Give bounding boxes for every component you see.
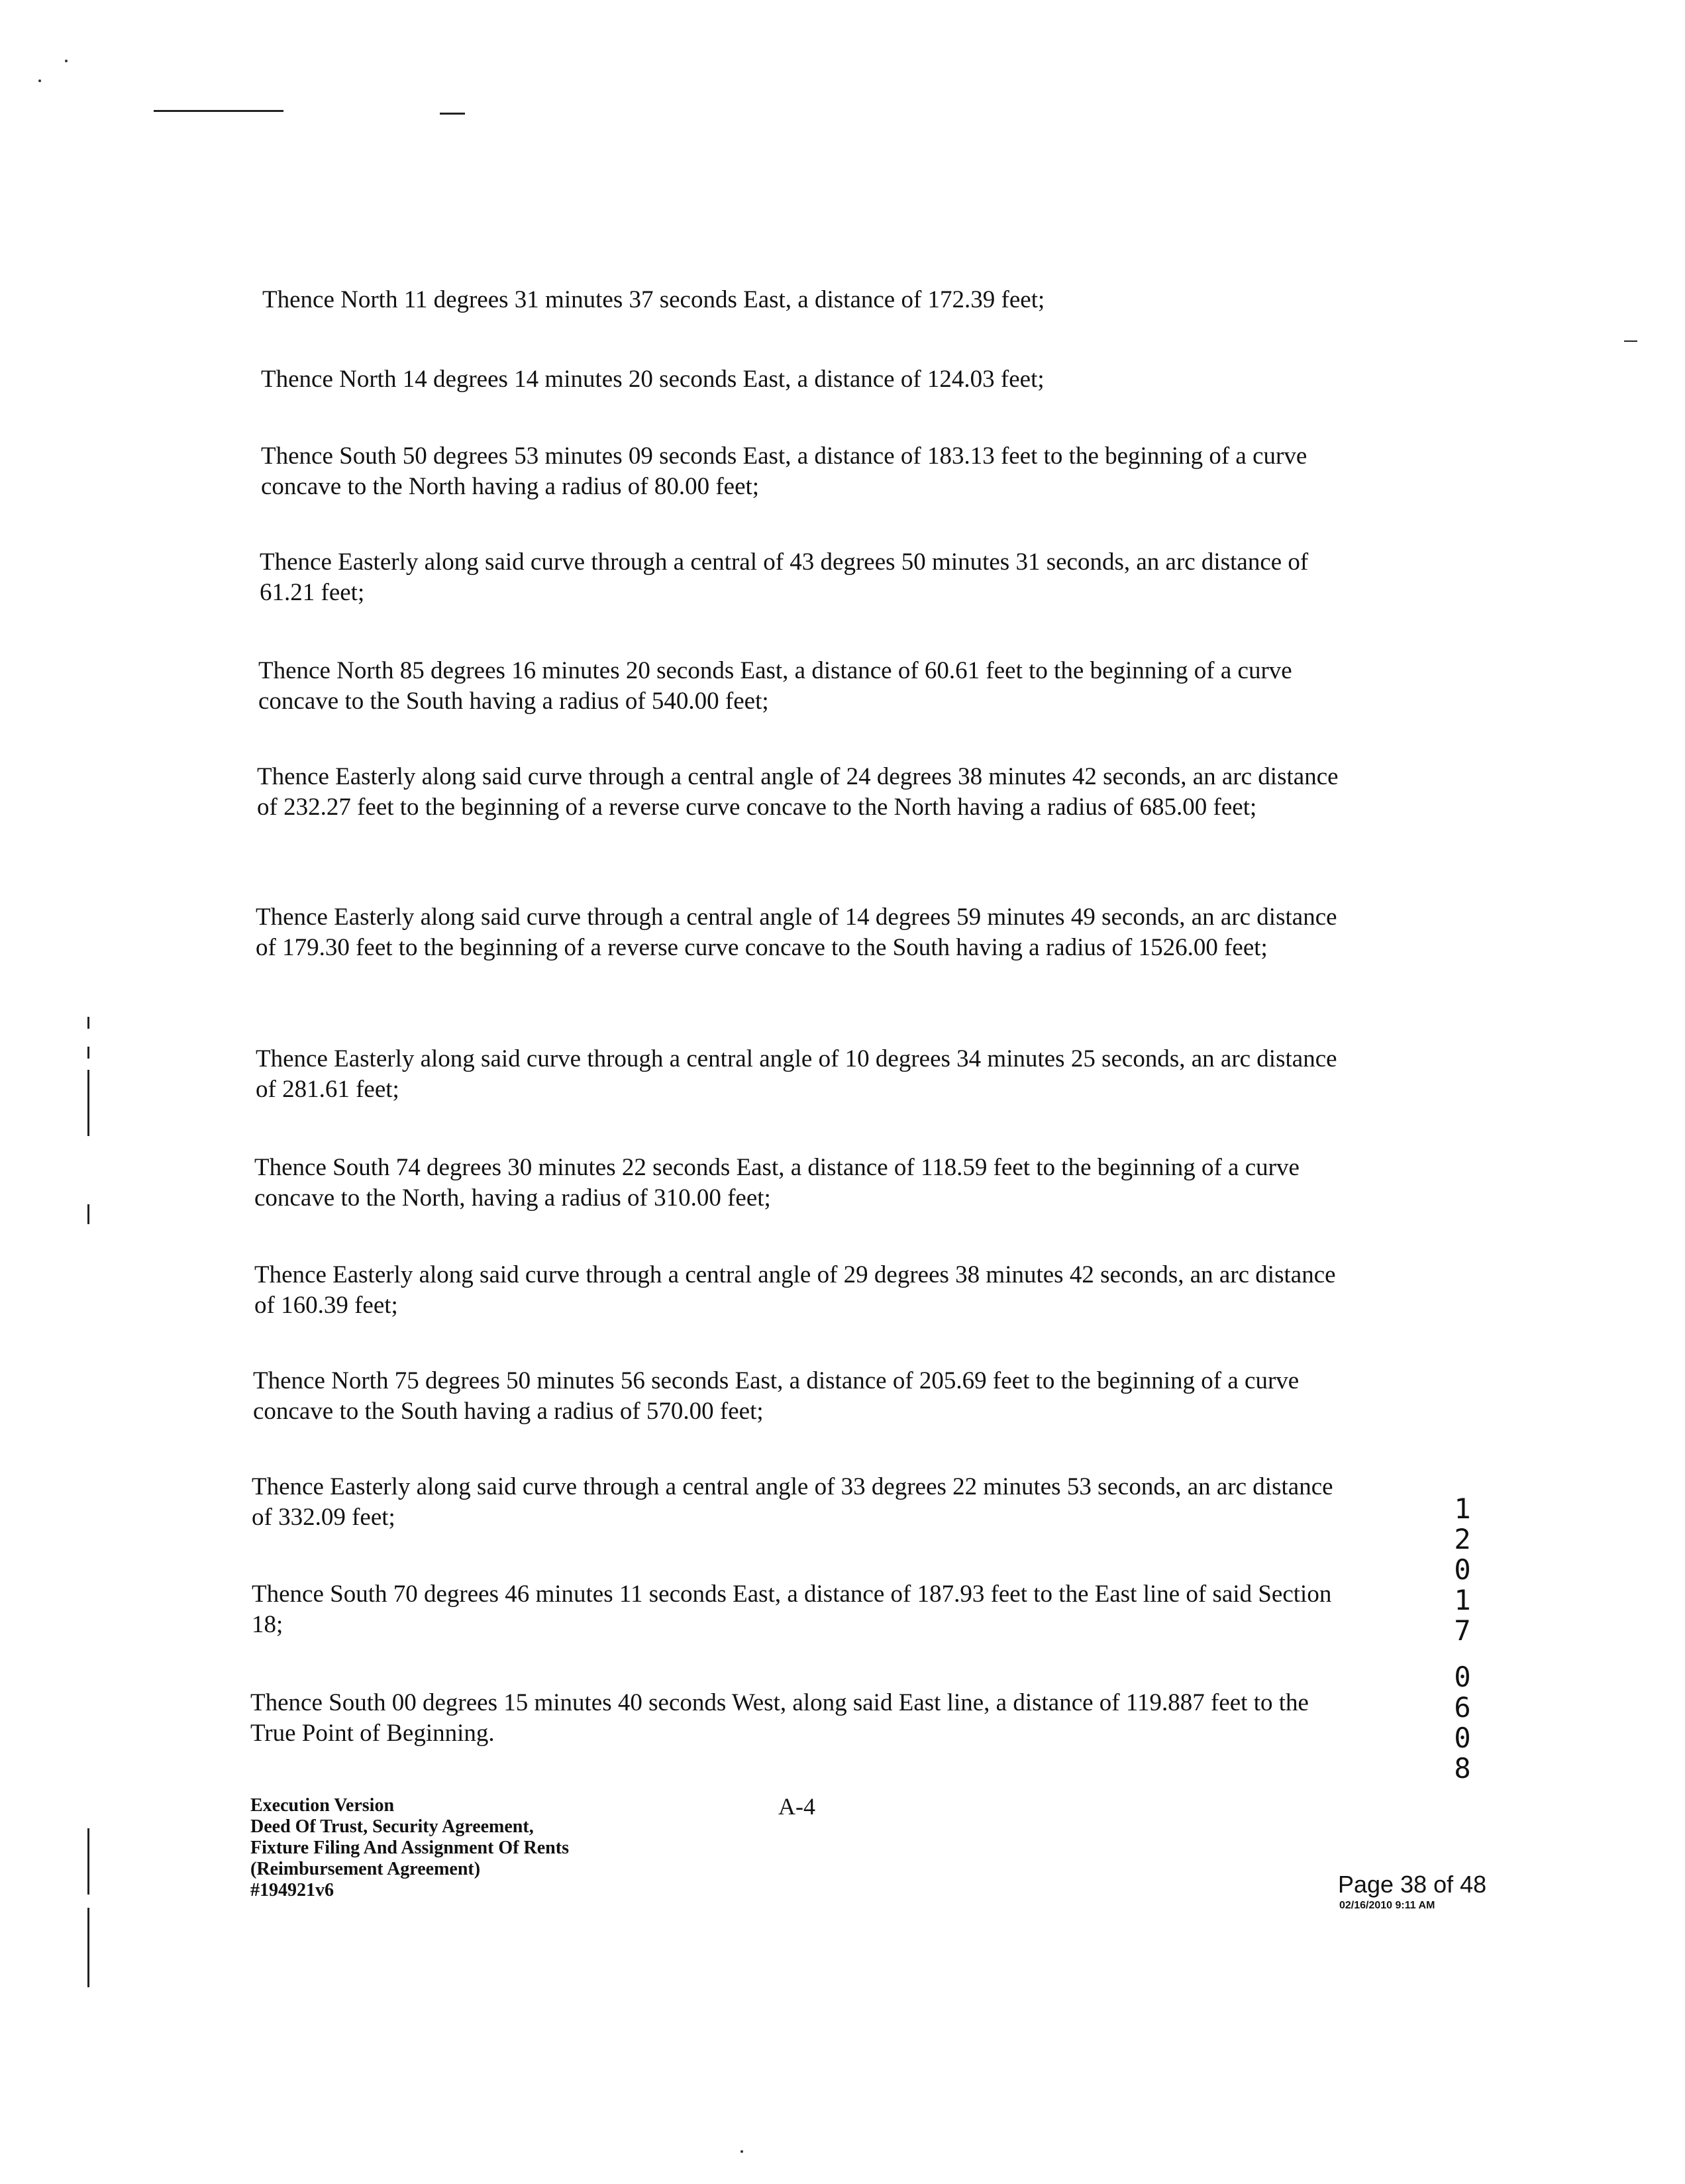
legal-paragraph: Thence North 75 degrees 50 minutes 56 seconds East, a distance of 205.69 feet to the beginning of a curve concave to the South having a radius of 570.00 feet; (253, 1367, 1300, 1425)
scan-speck (38, 79, 41, 82)
stamp-digit: 0 (1454, 1553, 1471, 1586)
legal-paragraph: Thence South 00 degrees 15 minutes 40 seconds West, along said East line, a distance of 119.887 feet to the True Point of Beginning. (250, 1689, 1309, 1747)
legal-paragraph: Thence Easterly along said curve through a central of 43 degrees 50 minutes 31 seconds, an arc distance of 61.21 feet; (260, 548, 1309, 606)
footer-version: Execution Version (250, 1795, 395, 1816)
recording-number-stamp (1443, 1494, 1482, 1784)
print-timestamp: 02/16/2010 9:11 AM (1339, 1900, 1435, 1911)
legal-paragraph: Thence Easterly along said curve through a central angle of 24 degrees 38 minutes 42 seconds, an arc distance of 232.27 feet to the beginning of a reverse curve concave to the North having a radius of 685.00 feet; (257, 763, 1339, 821)
stamp-digit: 6 (1454, 1691, 1471, 1724)
footer-doc-id: #194921v6 (250, 1880, 334, 1900)
header-rule-left (154, 110, 283, 112)
exhibit-page-number: A-4 (778, 1793, 815, 1820)
legal-paragraph: Thence North 85 degrees 16 minutes 20 seconds East, a distance of 60.61 feet to the beginning of a curve concave to the South having a radius of 540.00 feet; (258, 657, 1292, 715)
right-edge-mark (1624, 340, 1637, 342)
margin-mark (87, 1204, 89, 1224)
scan-speck (740, 2150, 743, 2153)
legal-paragraph: Thence Easterly along said curve through a central angle of 14 degrees 59 minutes 49 seconds, an arc distance of 179.30 feet to the beginning of a reverse curve concave to the South having a radius of 1526.00 feet; (256, 904, 1337, 961)
scan-speck (65, 60, 68, 62)
stamp-digit: 0 (1454, 1722, 1471, 1754)
legal-paragraph: Thence Easterly along said curve through a central angle of 10 degrees 34 minutes 25 seconds, an arc distance of 281.61 feet; (256, 1045, 1337, 1103)
stamp-digit: 1 (1454, 1492, 1471, 1525)
legal-paragraph: Thence South 50 degrees 53 minutes 09 seconds East, a distance of 183.13 feet to the beginning of a curve concave to the North having a radius of 80.00 feet; (261, 442, 1307, 500)
page-label: Page 38 of 48 (1338, 1871, 1487, 1898)
margin-mark (87, 1828, 89, 1895)
margin-mark (87, 1017, 89, 1029)
footer-document-info (250, 1795, 569, 1901)
legal-paragraph: Thence North 11 degrees 31 minutes 37 seconds East, a distance of 172.39 feet; (262, 286, 1045, 313)
legal-paragraph: Thence South 74 degrees 30 minutes 22 seconds East, a distance of 118.59 feet to the beginning of a curve concave to the North, having a radius of 310.00 feet; (254, 1154, 1300, 1212)
legal-paragraph: Thence South 70 degrees 46 minutes 11 seconds East, a distance of 187.93 feet to the East line of said Section 18; (252, 1581, 1332, 1638)
footer-title-line: Deed Of Trust, Security Agreement, (250, 1816, 534, 1837)
margin-mark (87, 1908, 89, 1987)
legal-paragraph: Thence Easterly along said curve through a central angle of 33 degrees 22 minutes 53 seconds, an arc distance of 332.09 feet; (252, 1473, 1333, 1531)
legal-paragraph: Thence Easterly along said curve through a central angle of 29 degrees 38 minutes 42 seconds, an arc distance of 160.39 feet; (254, 1261, 1336, 1319)
header-rule-right (440, 113, 465, 115)
footer-title-line: Fixture Filing And Assignment Of Rents (250, 1838, 569, 1858)
stamp-digit: 2 (1454, 1523, 1471, 1555)
footer-title-line: (Reimbursement Agreement) (250, 1859, 481, 1879)
legal-paragraph: Thence North 14 degrees 14 minutes 20 seconds East, a distance of 124.03 feet; (261, 366, 1045, 393)
stamp-digit: 1 (1454, 1584, 1471, 1616)
stamp-digit: 0 (1454, 1661, 1471, 1693)
margin-mark (87, 1047, 89, 1059)
stamp-digit: 7 (1454, 1614, 1471, 1647)
stamp-digit: 8 (1454, 1752, 1471, 1785)
margin-mark (87, 1070, 89, 1136)
